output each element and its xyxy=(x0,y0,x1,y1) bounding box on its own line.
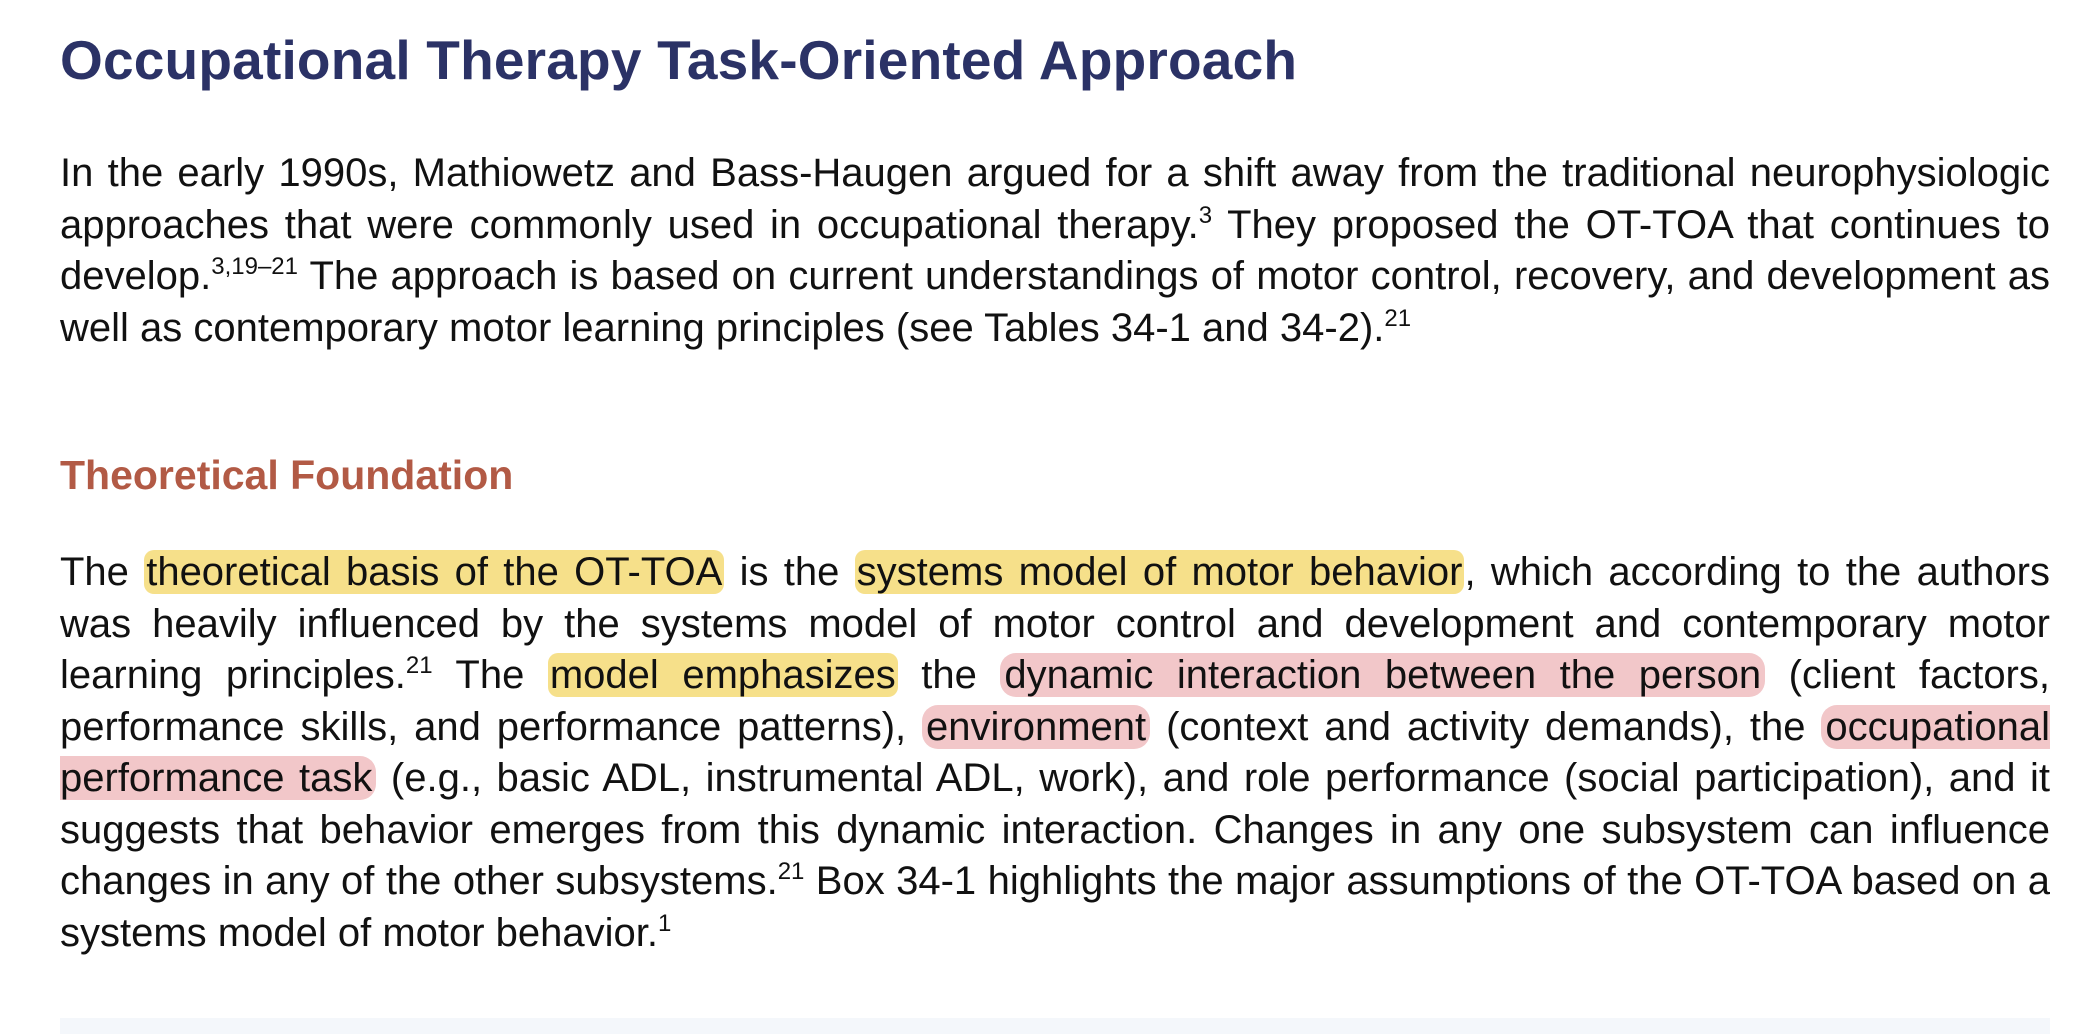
foundation-text-9: Box 34-1 highlights the major assumptions of the OT-TOA based on a systems model of motor behavior. xyxy=(60,859,2050,955)
foundation-text-7: (context and activity demands), the xyxy=(1150,704,1822,749)
foundation-text-5: the xyxy=(897,653,1001,697)
citation: 3 xyxy=(1198,201,1213,229)
foundation-text-8: (e.g., basic ADL, instrumental ADL, work), and role performance (social participation), and it suggests that behavior emerges from this dynamic interaction. Changes in any one subsystem can influence changes in any of the other subsystems. xyxy=(60,756,2050,903)
intro-paragraph xyxy=(60,148,2050,354)
intro-text-1: In the early 1990s, Mathiowetz and Bass-Haugen argued for a shift away from the traditional neurophysiologic approaches that were commonly used in occupational therapy. xyxy=(60,151,2050,247)
page-title: Occupational Therapy Task-Oriented Approach xyxy=(60,29,1298,91)
citation: 21 xyxy=(777,858,805,885)
yellow-highlight[interactable]: theoretical basis of the OT-TOA xyxy=(146,550,723,594)
foundation-paragraph xyxy=(60,547,2050,959)
citation: 21 xyxy=(1384,304,1412,332)
yellow-highlight[interactable]: model emphasizes xyxy=(549,653,896,697)
pink-highlight[interactable]: dynamic interaction between the person xyxy=(1000,653,1765,697)
foundation-text-2: is the xyxy=(724,550,855,594)
yellow-highlight[interactable]: systems model of motor behavior xyxy=(856,550,1463,594)
intro-text-2: They proposed the OT-TOA that continues to develop. xyxy=(60,202,2050,298)
citation: 21 xyxy=(405,652,433,679)
pink-highlight[interactable]: environment xyxy=(922,705,1150,749)
box-top-edge xyxy=(60,1018,2050,1034)
pink-highlight[interactable]: occupational performance task xyxy=(60,704,2050,800)
foundation-text-6: (client factors, performance skills, and performance patterns), xyxy=(60,653,2050,749)
foundation-text-4: The xyxy=(432,653,548,697)
intro-text-3: The approach is based on current understandings of motor control, recovery, and development as well as contemporary motor learning principles (see Tables 34-1 and 34-2). xyxy=(60,254,2050,350)
section-heading: Theoretical Foundation xyxy=(60,452,514,498)
citation: 1 xyxy=(658,909,672,937)
foundation-text-3: , which according to the authors was heavily influenced by the systems model of motor control and development and contemporary motor learning principles. xyxy=(60,550,2050,697)
foundation-text-1: The xyxy=(60,550,145,594)
citation: 3,19–21 xyxy=(211,253,298,280)
